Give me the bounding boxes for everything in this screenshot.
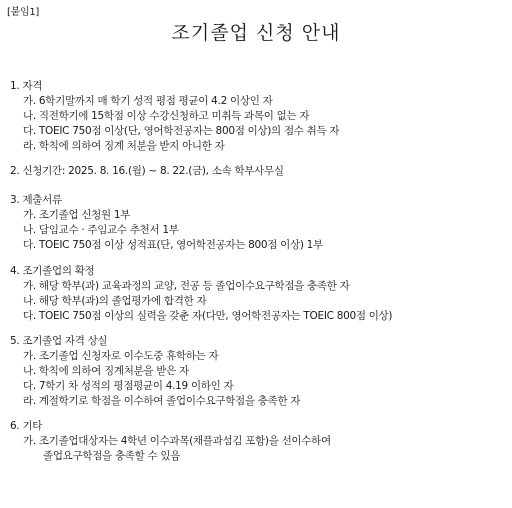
list-item: 나. 직전학기에 15학점 이상 수강신청하고 미취득 과목이 없는 자	[23, 110, 310, 122]
list-item: 나. 담임교수 · 주임교수 추천서 1부	[23, 224, 179, 236]
section-heading: 3. 제출서류	[10, 194, 62, 206]
list-item: 가. 6학기말까지 매 학기 성적 평점 평균이 4.2 이상인 자	[23, 95, 273, 107]
section-heading: 6. 기타	[10, 420, 43, 432]
list-item: 가. 해당 학부(과) 교육과정의 교양, 전공 등 졸업이수요구학점을 충족한 자	[23, 280, 350, 292]
list-item-continuation: 졸업요구학점을 충족할 수 있음	[43, 450, 181, 462]
section-heading: 1. 자격	[10, 80, 43, 92]
list-item: 가. 조기졸업대상자는 4학년 이수과목(채플과섬김 포함)을 선이수하여	[23, 435, 331, 447]
list-item: 나. 학칙에 의하여 징계처분을 받은 자	[23, 365, 189, 377]
list-item: 다. 7학기 차 성적의 평점평균이 4.19 이하인 자	[23, 380, 234, 392]
section-confirmation	[10, 264, 506, 324]
page-title: 조기졸업 신청 안내	[171, 22, 341, 44]
section-other	[10, 419, 506, 464]
list-item: 가. 조기졸업 신청자로 이수도중 휴학하는 자	[23, 350, 219, 362]
section-heading: 5. 조기졸업 자격 상실	[10, 335, 108, 347]
section-heading: 4. 조기졸업의 확정	[10, 265, 95, 277]
list-item: 나. 해당 학부(과)의 졸업평가에 합격한 자	[23, 295, 207, 307]
list-item: 다. TOEIC 750점 이상(단, 영어학전공자는 800점 이상)의 점수 취득 자	[23, 125, 340, 137]
list-item: 라. 학칙에 의하여 징계 처분을 받지 아니한 자	[23, 140, 225, 152]
list-item: 가. 조기졸업 신청원 1부	[23, 209, 131, 221]
section-disqualification	[10, 334, 506, 409]
attachment-label: [붙임1]	[7, 7, 39, 18]
section-heading: 2. 신청기간: 2025. 8. 16.(월) ~ 8. 22.(금), 소속 학부사무실	[10, 165, 284, 177]
section-required-documents	[10, 193, 506, 253]
list-item: 라. 계절학기로 학점을 이수하여 졸업이수요구학점을 충족한 자	[23, 395, 301, 407]
document-body	[10, 79, 506, 474]
list-item: 다. TOEIC 750점 이상의 실력을 갖춘 자(다만, 영어학전공자는 TOEIC 800점 이상)	[23, 310, 393, 322]
list-item: 다. TOEIC 750점 이상 성적표(단, 영어학전공자는 800점 이상) 1부	[23, 239, 323, 251]
section-eligibility	[10, 79, 506, 154]
section-application-period	[10, 164, 506, 179]
